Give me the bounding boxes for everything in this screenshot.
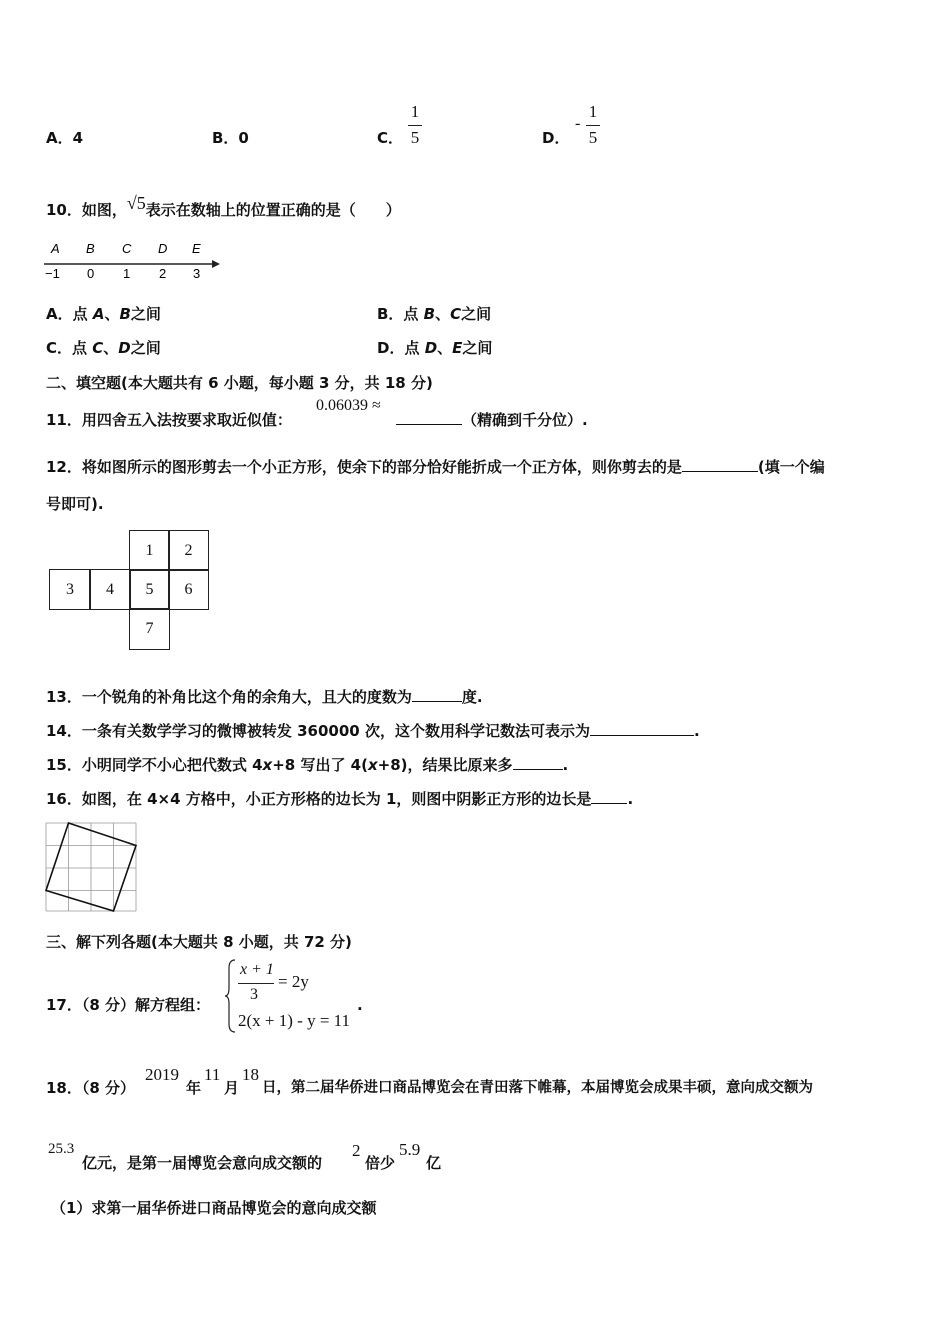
q14-suffix: .	[693, 722, 700, 740]
q15-var2: x	[367, 756, 378, 774]
q10-opt-a-sep: 、	[104, 305, 120, 323]
q10-stem	[46, 193, 401, 220]
net-cell-5: 5	[129, 569, 170, 610]
q18-label: 18．（8 分）	[46, 1079, 136, 1097]
q10-opt-a-suffix: 之间	[130, 305, 161, 323]
q10-opt-b-point2: C	[450, 305, 462, 323]
q15-suffix: .	[562, 756, 569, 774]
q15-pre: 15．小明同学不小心把代数式 4	[46, 756, 263, 774]
q18-times: 2	[352, 1141, 361, 1160]
axis-tick-neg1: −1	[45, 266, 60, 281]
q18-text2: 亿元，是第一届博览会意向成交额的	[82, 1154, 323, 1172]
q11-answer-blank	[396, 410, 462, 425]
q18-amount: 25.3	[48, 1141, 75, 1157]
q17-eq1-rhs: = 2y	[278, 972, 309, 991]
q10-opt-d-point1: D	[424, 339, 438, 357]
q18-sub1: （1）求第一届华侨进口商品博览会的意向成交额	[51, 1199, 377, 1217]
q11-tail	[396, 410, 588, 430]
net-cell-3: 3	[49, 569, 91, 610]
q10-opt-b-prefix: B．点	[377, 305, 424, 323]
q11-expression: 0.06039 ≈	[316, 397, 381, 414]
q18-day: 18	[242, 1065, 259, 1084]
q12-line1-end: (填一个编	[757, 458, 825, 476]
system-brace	[224, 958, 238, 1034]
axis-letter-e: E	[192, 241, 201, 256]
q13-suffix: 度.	[461, 688, 483, 706]
q13-answer-blank	[412, 687, 462, 702]
q10-opt-d-suffix: 之间	[462, 339, 493, 357]
q16-text: 16．如图，在 4×4 方格中，小正方形格的边长为 1，则图中阴影正方形的边长是	[46, 790, 592, 808]
axis-tick-0: 0	[87, 266, 95, 281]
q17-eq1-num-text: x + 1	[240, 961, 274, 978]
brace-path	[225, 960, 235, 1032]
q16-suffix: .	[627, 790, 634, 808]
q9-option-d: D．	[542, 129, 570, 147]
q10-opt-a-prefix: A．点	[46, 305, 93, 323]
q16	[46, 789, 633, 809]
axis-tick-1: 1	[123, 266, 131, 281]
q15-post: +8)，结果比原来多	[377, 756, 513, 774]
q10-opt-c-point1: C	[92, 339, 104, 357]
q18-month: 11	[204, 1065, 221, 1084]
q10-number: 10．如图，	[46, 201, 127, 219]
q10-opt-c-suffix: 之间	[130, 339, 161, 357]
q15-answer-blank	[513, 755, 563, 770]
q9-d-denominator: 5	[588, 128, 598, 147]
axis-letter-b: B	[86, 241, 95, 256]
q18-month-unit: 月	[224, 1079, 240, 1097]
net-cell-2: 2	[168, 530, 209, 571]
axis-tick-2: 2	[159, 266, 167, 281]
q12-line2: 号即可).	[46, 495, 104, 513]
q9-c-fraction-bar	[408, 125, 422, 126]
q9-c-denominator: 5	[410, 128, 420, 147]
q12-text: 12．将如图所示的图形剪去一个小正方形，使余下的部分恰好能折成一个正方体，则你剪去的是	[46, 458, 682, 476]
q10-opt-b-point1: B	[423, 305, 436, 323]
q10-opt-c-prefix: C．点	[46, 339, 93, 357]
q14-text: 14．一条有关数学学习的微博被转发 360000 次，这个数用科学记数法可表示为	[46, 722, 590, 740]
net-cell-6: 6	[168, 569, 209, 610]
q18-year-unit: 年	[186, 1079, 202, 1097]
q13	[46, 687, 483, 707]
grid-square-figure	[44, 821, 140, 915]
q15	[46, 755, 568, 775]
axis-letter-d: D	[158, 241, 168, 256]
q9-option-a: A．4	[46, 129, 84, 147]
q9-option-b: B．0	[212, 129, 249, 147]
q9-c-numerator: 1	[410, 102, 420, 121]
q17-eq2: 2(x + 1) - y = 11	[238, 1011, 351, 1030]
q12-line1	[46, 457, 825, 477]
q10-opt-b-suffix: 之间	[461, 305, 492, 323]
q18-text1: 日，第二届华侨进口商品博览会在青田落下帷幕，本届博览会成果丰硕，意向成交额为	[262, 1080, 813, 1096]
q10-opt-d-sep: 、	[437, 339, 453, 357]
q10-option-d	[377, 338, 492, 358]
q10-opt-c-point2: D	[118, 339, 131, 357]
q10-opt-a-point2: B	[119, 305, 131, 323]
q15-mid: +8 写出了 4(	[272, 756, 368, 774]
q17-eq1-denominator: 3	[250, 986, 258, 1003]
q13-text: 13．一个锐角的补角比这个角的余角大，且大的度数为	[46, 688, 412, 706]
axis-letter-a: A	[51, 241, 60, 256]
q11-text: 11．用四舍五入法按要求取近似值：	[46, 411, 292, 429]
q9-d-sign: -	[575, 115, 581, 132]
net-cell-7: 7	[129, 608, 170, 650]
q10-option-c	[46, 338, 161, 358]
q10-opt-a-point1: A	[92, 305, 105, 323]
section2-title: 二、填空题(本大题共有 6 小题，每小题 3 分，共 18 分)	[46, 374, 433, 392]
q14	[46, 721, 700, 741]
q18-text3: 倍少	[365, 1154, 396, 1172]
q17-eq1-numerator	[240, 961, 274, 979]
q15-var1: x	[262, 756, 273, 774]
q12-answer-blank	[682, 457, 758, 472]
q17-label: 17．（8 分）解方程组：	[46, 996, 211, 1014]
q9-d-fraction-bar	[586, 125, 600, 126]
section3-title: 三、解下列各题(本大题共 8 小题，共 72 分)	[46, 933, 352, 951]
q10-option-b	[377, 304, 491, 324]
q10-opt-d-point2: E	[452, 339, 463, 357]
q10-option-a	[46, 304, 161, 324]
q17-eq1-fraction-bar	[238, 983, 274, 984]
q18-less: 5.9	[399, 1140, 421, 1159]
axis-letter-c: C	[122, 241, 132, 256]
net-cell-4: 4	[89, 569, 131, 610]
q11-suffix: （精确到千分位）.	[462, 411, 588, 429]
q18-text4: 亿	[426, 1154, 442, 1172]
q10-opt-c-sep: 、	[103, 339, 119, 357]
axis-tick-3: 3	[193, 266, 201, 281]
q10-opt-d-prefix: D．点	[377, 339, 425, 357]
q18-year: 2019	[145, 1065, 179, 1084]
q14-answer-blank	[590, 721, 694, 736]
number-line-figure	[42, 238, 227, 286]
q10-radical: √5	[126, 193, 146, 213]
q17-end: .	[357, 996, 363, 1014]
q9-d-numerator: 1	[588, 102, 598, 121]
q16-answer-blank	[591, 789, 627, 804]
q10-text: 表示在数轴上的位置正确的是（ ）	[145, 201, 401, 219]
number-line-arrow	[212, 260, 220, 268]
q10-opt-b-sep: 、	[435, 305, 451, 323]
net-cell-1: 1	[129, 530, 170, 571]
q9-option-c: C．	[377, 129, 404, 147]
